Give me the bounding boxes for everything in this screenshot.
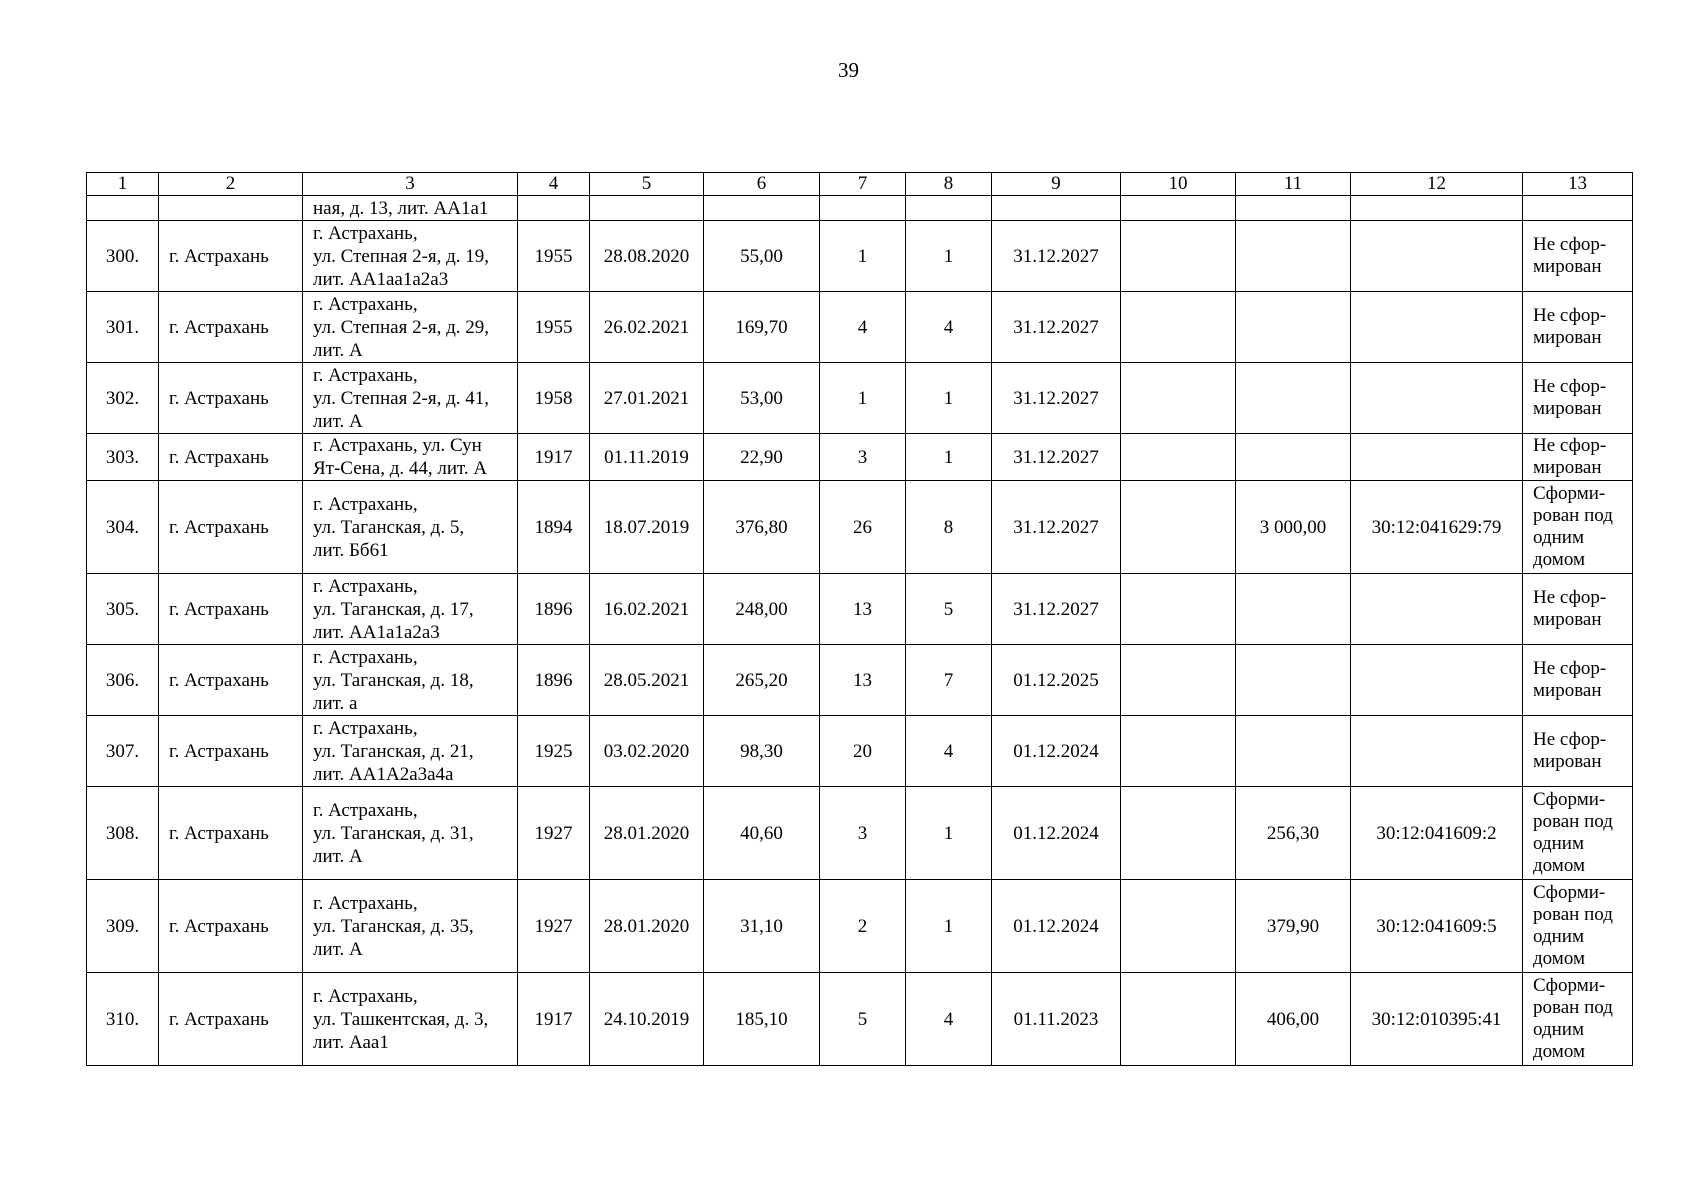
land-area-cell: 406,00 xyxy=(1236,973,1351,1066)
column-10-cell xyxy=(1121,434,1236,481)
table-row xyxy=(87,973,1633,1066)
column-7-cell: 1 xyxy=(820,221,906,292)
address-line: г. Астрахань, xyxy=(313,985,418,1007)
column-8-cell: 1 xyxy=(906,221,992,292)
column-7-cell: 5 xyxy=(820,973,906,1066)
address-line: ул. Таганская, д. 31, xyxy=(313,822,474,844)
column-7-cell: 1 xyxy=(820,363,906,434)
cadastral-number-cell xyxy=(1351,221,1523,292)
column-header-5: 5 xyxy=(590,173,704,196)
address-line: ул. Ташкентская, д. 3, xyxy=(313,1008,489,1030)
address-line: г. Астрахань, xyxy=(313,575,418,597)
deadline-cell: 31.12.2027 xyxy=(992,221,1121,292)
table-row xyxy=(87,716,1633,787)
address-cell xyxy=(303,292,518,363)
land-area-cell: 256,30 xyxy=(1236,787,1351,880)
address-line: лит. А xyxy=(313,339,363,361)
area-cell: 169,70 xyxy=(704,292,820,363)
row-number: 307. xyxy=(87,716,159,787)
area-cell: 22,90 xyxy=(704,434,820,481)
status-line: Сформи- xyxy=(1533,975,1606,996)
column-8-cell: 7 xyxy=(906,645,992,716)
status-line: Сформи- xyxy=(1533,882,1606,903)
address-line: г. Астрахань, xyxy=(313,799,418,821)
column-7-cell: 2 xyxy=(820,880,906,973)
continuation-address: ная, д. 13, лит. АА1а1 xyxy=(303,196,518,221)
status-line: домом xyxy=(1533,1041,1585,1062)
deadline-cell: 01.12.2024 xyxy=(992,787,1121,880)
deadline-cell: 01.12.2024 xyxy=(992,716,1121,787)
land-area-cell: 379,90 xyxy=(1236,880,1351,973)
table-body xyxy=(87,196,1633,1066)
status-line: мирован xyxy=(1533,609,1602,630)
column-10-cell xyxy=(1121,880,1236,973)
address-line: ул. Таганская, д. 18, xyxy=(313,669,474,691)
city-cell: г. Астрахань xyxy=(159,787,303,880)
address-cell xyxy=(303,434,518,481)
status-line: Не сфор- xyxy=(1533,305,1607,326)
column-header-11: 11 xyxy=(1236,173,1351,196)
row-number: 302. xyxy=(87,363,159,434)
column-7-cell: 4 xyxy=(820,292,906,363)
address-cell xyxy=(303,645,518,716)
date-cell: 18.07.2019 xyxy=(590,481,704,574)
status-cell xyxy=(1523,645,1633,716)
cadastral-number-cell xyxy=(1351,645,1523,716)
city-cell: г. Астрахань xyxy=(159,574,303,645)
column-header-4: 4 xyxy=(518,173,590,196)
area-cell: 248,00 xyxy=(704,574,820,645)
address-cell xyxy=(303,221,518,292)
status-cell xyxy=(1523,292,1633,363)
address-line: ул. Таганская, д. 35, xyxy=(313,915,474,937)
deadline-cell: 31.12.2027 xyxy=(992,363,1121,434)
year-cell: 1896 xyxy=(518,574,590,645)
area-cell: 55,00 xyxy=(704,221,820,292)
table-row xyxy=(87,645,1633,716)
year-cell: 1927 xyxy=(518,787,590,880)
status-line: мирован xyxy=(1533,751,1602,772)
row-number: 305. xyxy=(87,574,159,645)
address-line: лит. АА1а1а2а3 xyxy=(313,621,440,643)
column-8-cell: 4 xyxy=(906,973,992,1066)
status-line: домом xyxy=(1533,549,1585,570)
date-cell: 26.02.2021 xyxy=(590,292,704,363)
status-cell xyxy=(1523,973,1633,1066)
year-cell: 1917 xyxy=(518,434,590,481)
page-number: 39 xyxy=(838,58,859,82)
status-line: мирован xyxy=(1533,680,1602,701)
year-cell: 1925 xyxy=(518,716,590,787)
address-line: лит. АА1А2а3а4а xyxy=(313,763,454,785)
column-header-12: 12 xyxy=(1351,173,1523,196)
address-line: ул. Степная 2-я, д. 19, xyxy=(313,245,490,267)
address-line: г. Астрахань, xyxy=(313,717,418,739)
address-line: ул. Степная 2-я, д. 29, xyxy=(313,316,490,338)
header-row xyxy=(87,173,1633,196)
city-cell: г. Астрахань xyxy=(159,973,303,1066)
date-cell: 27.01.2021 xyxy=(590,363,704,434)
status-line: мирован xyxy=(1533,327,1602,348)
status-line: рован под xyxy=(1533,811,1613,832)
address-line: ул. Степная 2-я, д. 41, xyxy=(313,387,490,409)
status-line: Не сфор- xyxy=(1533,658,1607,679)
status-line: одним xyxy=(1533,833,1584,854)
column-8-cell: 5 xyxy=(906,574,992,645)
address-cell xyxy=(303,363,518,434)
area-cell: 376,80 xyxy=(704,481,820,574)
table-row xyxy=(87,434,1633,481)
column-10-cell xyxy=(1121,973,1236,1066)
cadastral-number-cell xyxy=(1351,363,1523,434)
status-cell xyxy=(1523,716,1633,787)
column-8-cell: 8 xyxy=(906,481,992,574)
column-8-cell: 4 xyxy=(906,716,992,787)
cadastral-number-cell: 30:12:041609:5 xyxy=(1351,880,1523,973)
address-line: лит. Ааа1 xyxy=(313,1031,389,1053)
area-cell: 53,00 xyxy=(704,363,820,434)
address-line: лит. А xyxy=(313,410,363,432)
area-cell: 40,60 xyxy=(704,787,820,880)
address-line: г. Астрахань, xyxy=(313,646,418,668)
address-line: г. Астрахань, xyxy=(313,892,418,914)
column-header-7: 7 xyxy=(820,173,906,196)
land-area-cell xyxy=(1236,292,1351,363)
column-7-cell: 26 xyxy=(820,481,906,574)
status-cell xyxy=(1523,574,1633,645)
status-line: мирован xyxy=(1533,398,1602,419)
cadastral-number-cell xyxy=(1351,292,1523,363)
row-number: 304. xyxy=(87,481,159,574)
year-cell: 1955 xyxy=(518,292,590,363)
land-area-cell xyxy=(1236,434,1351,481)
column-10-cell xyxy=(1121,292,1236,363)
year-cell: 1955 xyxy=(518,221,590,292)
date-cell: 28.01.2020 xyxy=(590,880,704,973)
column-7-cell: 13 xyxy=(820,645,906,716)
city-cell: г. Астрахань xyxy=(159,481,303,574)
column-10-cell xyxy=(1121,645,1236,716)
status-line: мирован xyxy=(1533,457,1602,478)
date-cell: 01.11.2019 xyxy=(590,434,704,481)
status-line: Не сфор- xyxy=(1533,376,1607,397)
column-header-6: 6 xyxy=(704,173,820,196)
status-line: рован под xyxy=(1533,505,1613,526)
column-8-cell: 1 xyxy=(906,787,992,880)
address-line: лит. АА1аа1а2а3 xyxy=(313,268,449,290)
city-cell: г. Астрахань xyxy=(159,434,303,481)
date-cell: 28.01.2020 xyxy=(590,787,704,880)
status-line: Не сфор- xyxy=(1533,587,1607,608)
table-row xyxy=(87,292,1633,363)
city-cell: г. Астрахань xyxy=(159,716,303,787)
table-header xyxy=(87,173,1633,196)
status-cell xyxy=(1523,363,1633,434)
status-line: Сформи- xyxy=(1533,483,1606,504)
date-cell: 28.05.2021 xyxy=(590,645,704,716)
address-line: лит. А xyxy=(313,938,363,960)
column-header-8: 8 xyxy=(906,173,992,196)
address-line: г. Астрахань, xyxy=(313,364,418,386)
status-line: рован под xyxy=(1533,904,1613,925)
column-10-cell xyxy=(1121,221,1236,292)
address-line: г. Астрахань, xyxy=(313,293,418,315)
area-cell: 185,10 xyxy=(704,973,820,1066)
column-8-cell: 4 xyxy=(906,292,992,363)
column-7-cell: 3 xyxy=(820,434,906,481)
column-header-9: 9 xyxy=(992,173,1121,196)
table-row xyxy=(87,787,1633,880)
deadline-cell: 01.12.2024 xyxy=(992,880,1121,973)
city-cell: г. Астрахань xyxy=(159,645,303,716)
address-line: ул. Таганская, д. 5, xyxy=(313,516,465,538)
address-line: ул. Таганская, д. 17, xyxy=(313,598,474,620)
deadline-cell: 01.11.2023 xyxy=(992,973,1121,1066)
column-10-cell xyxy=(1121,481,1236,574)
year-cell: 1958 xyxy=(518,363,590,434)
address-cell xyxy=(303,716,518,787)
cadastral-number-cell xyxy=(1351,716,1523,787)
address-cell xyxy=(303,574,518,645)
cadastral-number-cell xyxy=(1351,434,1523,481)
area-cell: 31,10 xyxy=(704,880,820,973)
address-line: лит. а xyxy=(313,692,358,714)
status-cell xyxy=(1523,221,1633,292)
city-cell: г. Астрахань xyxy=(159,292,303,363)
table-row xyxy=(87,481,1633,574)
area-cell: 98,30 xyxy=(704,716,820,787)
deadline-cell: 31.12.2027 xyxy=(992,481,1121,574)
table-row xyxy=(87,363,1633,434)
address-line: ул. Таганская, д. 21, xyxy=(313,740,474,762)
status-cell xyxy=(1523,787,1633,880)
column-8-cell: 1 xyxy=(906,363,992,434)
column-header-3: 3 xyxy=(303,173,518,196)
table-row xyxy=(87,221,1633,292)
address-cell xyxy=(303,973,518,1066)
land-area-cell: 3 000,00 xyxy=(1236,481,1351,574)
row-number: 308. xyxy=(87,787,159,880)
year-cell: 1896 xyxy=(518,645,590,716)
column-10-cell xyxy=(1121,787,1236,880)
date-cell: 03.02.2020 xyxy=(590,716,704,787)
deadline-cell: 31.12.2027 xyxy=(992,574,1121,645)
row-number: 301. xyxy=(87,292,159,363)
column-10-cell xyxy=(1121,574,1236,645)
land-area-cell xyxy=(1236,574,1351,645)
status-line: Сформи- xyxy=(1533,789,1606,810)
date-cell: 28.08.2020 xyxy=(590,221,704,292)
status-line: одним xyxy=(1533,527,1584,548)
status-line: одним xyxy=(1533,1019,1584,1040)
address-cell xyxy=(303,481,518,574)
status-line: одним xyxy=(1533,926,1584,947)
land-area-cell xyxy=(1236,645,1351,716)
status-cell xyxy=(1523,434,1633,481)
column-header-13: 13 xyxy=(1523,173,1633,196)
column-header-1: 1 xyxy=(87,173,159,196)
column-7-cell: 13 xyxy=(820,574,906,645)
land-area-cell xyxy=(1236,363,1351,434)
address-cell xyxy=(303,880,518,973)
cadastral-number-cell xyxy=(1351,574,1523,645)
column-8-cell: 1 xyxy=(906,880,992,973)
address-line: г. Астрахань, xyxy=(313,222,418,244)
city-cell: г. Астрахань xyxy=(159,221,303,292)
status-cell xyxy=(1523,481,1633,574)
status-line: домом xyxy=(1533,948,1585,969)
status-line: рован под xyxy=(1533,997,1613,1018)
land-area-cell xyxy=(1236,716,1351,787)
address-cell xyxy=(303,787,518,880)
area-cell: 265,20 xyxy=(704,645,820,716)
row-number: 300. xyxy=(87,221,159,292)
city-cell: г. Астрахань xyxy=(159,880,303,973)
date-cell: 24.10.2019 xyxy=(590,973,704,1066)
row-number: 309. xyxy=(87,880,159,973)
date-cell: 16.02.2021 xyxy=(590,574,704,645)
status-cell xyxy=(1523,880,1633,973)
deadline-cell: 01.12.2025 xyxy=(992,645,1121,716)
address-line: г. Астрахань, ул. Сун xyxy=(313,435,482,456)
row-number: 306. xyxy=(87,645,159,716)
column-10-cell xyxy=(1121,363,1236,434)
status-line: Не сфор- xyxy=(1533,729,1607,750)
address-line: лит. А xyxy=(313,845,363,867)
column-header-2: 2 xyxy=(159,173,303,196)
address-line: Ят-Сена, д. 44, лит. А xyxy=(313,458,488,479)
deadline-cell: 31.12.2027 xyxy=(992,292,1121,363)
column-7-cell: 20 xyxy=(820,716,906,787)
status-line: домом xyxy=(1533,855,1585,876)
status-line: мирован xyxy=(1533,256,1602,277)
column-7-cell: 3 xyxy=(820,787,906,880)
year-cell: 1917 xyxy=(518,973,590,1066)
cadastral-number-cell: 30:12:041609:2 xyxy=(1351,787,1523,880)
table-row xyxy=(87,574,1633,645)
continuation-row xyxy=(87,196,1633,221)
cadastral-number-cell: 30:12:010395:41 xyxy=(1351,973,1523,1066)
row-number: 303. xyxy=(87,434,159,481)
city-cell: г. Астрахань xyxy=(159,363,303,434)
year-cell: 1927 xyxy=(518,880,590,973)
status-line: Не сфор- xyxy=(1533,435,1607,456)
land-area-cell xyxy=(1236,221,1351,292)
address-line: лит. Бб61 xyxy=(313,539,389,561)
column-header-10: 10 xyxy=(1121,173,1236,196)
column-10-cell xyxy=(1121,716,1236,787)
column-8-cell: 1 xyxy=(906,434,992,481)
row-number: 310. xyxy=(87,973,159,1066)
deadline-cell: 31.12.2027 xyxy=(992,434,1121,481)
status-line: Не сфор- xyxy=(1533,234,1607,255)
year-cell: 1894 xyxy=(518,481,590,574)
address-line: г. Астрахань, xyxy=(313,493,418,515)
cadastral-number-cell: 30:12:041629:79 xyxy=(1351,481,1523,574)
registry-table xyxy=(86,172,1633,1066)
table-row xyxy=(87,880,1633,973)
